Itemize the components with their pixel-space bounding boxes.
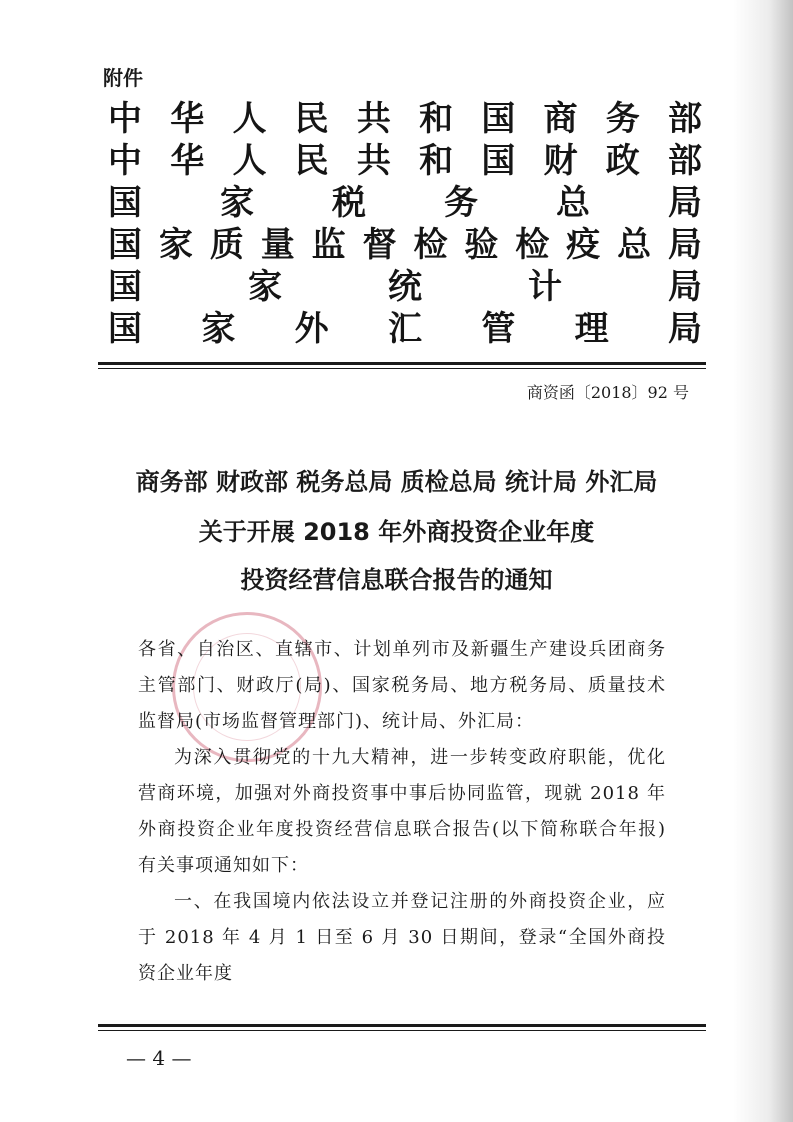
issuer-char: 局 (667, 225, 702, 265)
document-number: 商资函〔2018〕92 号 (526, 383, 689, 402)
item-one-paragraph: 一、在我国境内依法设立并登记注册的外商投资企业，应于 2018 年 4 月 1 日至 6 月 30 日期间，登录“全国外商投资企业年度 (138, 891, 666, 984)
issuer-char: 和 (419, 99, 454, 139)
issuer-char: 局 (668, 183, 702, 223)
issuer-char: 汇 (387, 309, 422, 349)
issuer-char: 中 (108, 141, 142, 181)
title-line-1: 商务部 财政部 税务总局 质检总局 统计局 外汇局 (135, 468, 658, 496)
issuer-char: 务 (444, 183, 478, 223)
issuer-sat (108, 182, 702, 224)
issuer-char: 局 (667, 309, 702, 349)
issuer-char: 税 (332, 183, 366, 223)
issuer-char: 家 (201, 309, 236, 349)
issuer-char: 共 (356, 99, 391, 139)
issuer-char: 监 (311, 225, 346, 265)
issuer-char: 共 (356, 141, 391, 181)
issuer-char: 财 (543, 141, 578, 181)
issuer-char: 理 (574, 309, 609, 349)
issuer-char: 家 (220, 183, 254, 223)
issuing-authorities (108, 98, 702, 350)
issuer-char: 总 (617, 225, 652, 265)
issuer-mofcom (108, 98, 702, 140)
issuer-char: 量 (260, 225, 295, 265)
issuer-char: 中 (108, 99, 142, 139)
page-number: — 4 — (126, 1046, 192, 1070)
issuer-char: 总 (556, 183, 590, 223)
issuer-char: 人 (232, 99, 267, 139)
issuer-char: 华 (170, 99, 205, 139)
issuer-safe (108, 308, 702, 350)
footer-rule-thick (98, 1024, 706, 1027)
issuer-nbs (108, 266, 702, 308)
title-line-3: 投资经营信息联合报告的通知 (240, 566, 553, 594)
issuer-char: 统 (388, 267, 422, 307)
header-rule-thick (98, 362, 706, 365)
document-body (138, 632, 666, 992)
issuer-char: 和 (419, 141, 454, 181)
issuer-char: 务 (605, 99, 640, 139)
issuer-char: 计 (528, 267, 562, 307)
issuer-aqsiq (108, 224, 702, 266)
issuer-mof (108, 140, 702, 182)
issuer-char: 民 (294, 99, 329, 139)
header-rule-thin (98, 368, 706, 369)
issuer-char: 国 (108, 183, 142, 223)
issuer-char: 人 (232, 141, 267, 181)
title-line-2: 关于开展 2018 年外商投资企业年度 (198, 518, 595, 546)
issuer-char: 验 (464, 225, 499, 265)
intro-paragraph: 为深入贯彻党的十九大精神，进一步转变政府职能，优化营商环境，加强对外商投资事中事后协同监管，现就 2018 年外商投资企业年度投资经营信息联合报告(以下简称联合年报)有关事项通知如下： (138, 747, 666, 876)
issuer-char: 检 (413, 225, 448, 265)
issuer-char: 管 (481, 309, 516, 349)
attachment-label: 附件 (103, 66, 143, 90)
issuer-char: 国 (108, 267, 142, 307)
issuer-char: 政 (605, 141, 640, 181)
issuer-char: 家 (158, 225, 193, 265)
issuer-char: 国 (108, 225, 142, 265)
issuer-char: 督 (362, 225, 397, 265)
issuer-char: 外 (294, 309, 329, 349)
issuer-char: 国 (481, 99, 516, 139)
issuer-char: 局 (668, 267, 702, 307)
issuer-char: 国 (481, 141, 516, 181)
issuer-char: 国 (108, 309, 142, 349)
addressee-paragraph: 各省、自治区、直辖市、计划单列市及新疆生产建设兵团商务主管部门、财政厅(局)、国家税务局、地方税务局、质量技术监督局(市场监督管理部门)、统计局、外汇局： (138, 639, 666, 732)
issuer-char: 商 (543, 99, 578, 139)
issuer-char: 家 (248, 267, 282, 307)
issuer-char: 部 (667, 141, 702, 181)
issuer-char: 质 (209, 225, 244, 265)
issuer-char: 民 (294, 141, 329, 181)
issuer-char: 华 (170, 141, 205, 181)
footer-rule-thin (98, 1030, 706, 1031)
issuer-char: 疫 (566, 225, 601, 265)
issuer-char: 检 (515, 225, 550, 265)
issuer-char: 部 (667, 99, 702, 139)
